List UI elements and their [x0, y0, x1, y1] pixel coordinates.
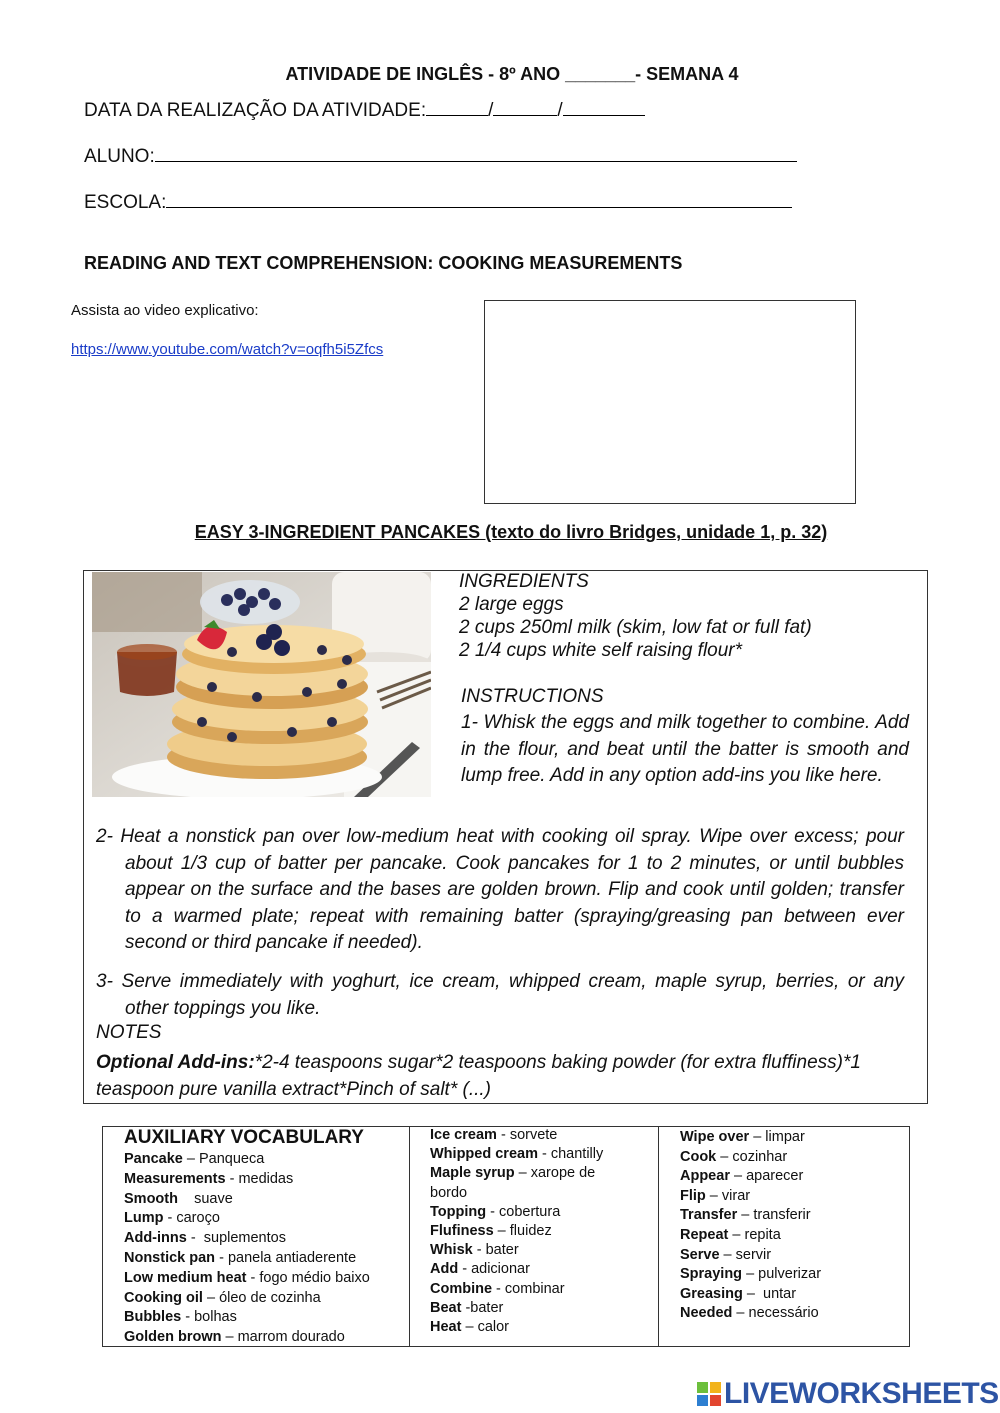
- vocabulary-entry: [680, 1148, 821, 1168]
- vocabulary-separator: -: [472, 1242, 486, 1259]
- vocabulary-separator: -: [537, 1146, 551, 1163]
- worksheet-title: ATIVIDADE DE INGLÊS - 8º ANO _______- SEMANA 4: [285, 64, 739, 84]
- vocabulary-entry: [680, 1167, 821, 1187]
- vocabulary-meaning: repita: [744, 1226, 781, 1243]
- vocabulary-separator: –: [461, 1319, 478, 1336]
- vocabulary-term: Heat: [430, 1319, 462, 1336]
- vocabulary-term: Maple syrup: [430, 1165, 515, 1182]
- vocabulary-meaning: calor: [477, 1319, 509, 1336]
- vocabulary-meaning: bater: [470, 1299, 504, 1316]
- vocabulary-entry: [430, 1241, 603, 1260]
- vocabulary-meaning: óleo de cozinha: [219, 1289, 321, 1306]
- date-sep-1: /: [488, 100, 494, 121]
- vocabulary-term: Needed: [680, 1305, 733, 1322]
- vocabulary-term: Nonstick pan: [124, 1249, 216, 1266]
- vocabulary-meaning: bolhas: [194, 1309, 237, 1326]
- vocabulary-term: Whisk: [430, 1242, 473, 1259]
- ingredient-item: 2 cups 250ml milk (skim, low fat or full fat): [459, 617, 812, 638]
- vocabulary-entry: [430, 1126, 603, 1145]
- school-field: [84, 191, 792, 214]
- vocabulary-meaning: medidas: [238, 1170, 294, 1187]
- vocabulary-entry: [680, 1304, 821, 1324]
- vocabulary-meaning: suave: [194, 1190, 233, 1207]
- vocabulary-separator: -: [225, 1170, 239, 1187]
- instructions-heading: INSTRUCTIONS: [461, 686, 604, 707]
- vocabulary-meaning: Panqueca: [198, 1151, 265, 1167]
- vocabulary-meaning: limpar: [765, 1129, 805, 1145]
- vocabulary-column-divider: [409, 1126, 410, 1347]
- vocabulary-term: Measurements: [124, 1170, 226, 1187]
- vocabulary-meaning: bater: [485, 1242, 519, 1259]
- vocabulary-separator: –: [202, 1289, 220, 1306]
- liveworksheets-logo: [697, 1377, 999, 1411]
- vocabulary-term: Wipe over: [680, 1129, 750, 1145]
- vocabulary-meaning: necessário: [748, 1305, 819, 1322]
- vocabulary-term: Add-inns: [124, 1230, 187, 1247]
- notes-heading: NOTES: [96, 1022, 162, 1043]
- optional-addins: [96, 1049, 918, 1103]
- vocabulary-separator: –: [493, 1223, 510, 1240]
- instruction-step-3: 3- Serve immediately with yoghurt, ice cream, whipped cream, maple syrup, berries, or any other toppings you like.: [96, 971, 904, 1019]
- vocabulary-term: Serve: [680, 1246, 720, 1263]
- vocabulary-separator: –: [742, 1266, 759, 1283]
- vocabulary-separator: -: [215, 1249, 228, 1266]
- vocabulary-meaning: xarope de: [530, 1165, 596, 1182]
- date-field: [84, 99, 645, 122]
- video-embed-box[interactable]: [484, 300, 856, 504]
- vocabulary-separator: –: [221, 1329, 238, 1346]
- vocabulary-entry: [680, 1285, 821, 1305]
- date-day-blank[interactable]: [426, 99, 488, 116]
- vocabulary-entry: [124, 1229, 370, 1249]
- vocabulary-term: Ice cream: [430, 1127, 497, 1143]
- vocabulary-term: Topping: [430, 1203, 487, 1220]
- vocabulary-meaning: servir: [735, 1246, 772, 1263]
- vocabulary-entry: [124, 1150, 370, 1170]
- student-label: ALUNO:: [84, 146, 155, 167]
- vocabulary-meaning: transferir: [753, 1207, 811, 1224]
- vocabulary-separator: –: [728, 1226, 745, 1243]
- vocabulary-entry: [680, 1246, 821, 1266]
- date-sep-2: /: [557, 100, 563, 121]
- vocabulary-entry: [430, 1260, 603, 1279]
- vocabulary-term: Add: [430, 1261, 459, 1278]
- date-month-blank[interactable]: [493, 99, 557, 116]
- vocabulary-term: Bubbles: [124, 1309, 182, 1326]
- vocabulary-entry: [680, 1187, 821, 1207]
- vocabulary-meaning: chantilly: [550, 1146, 604, 1163]
- vocabulary-term: Flufiness: [430, 1223, 494, 1240]
- vocabulary-entry: [430, 1222, 603, 1241]
- vocabulary-term: Smooth: [124, 1190, 178, 1207]
- vocabulary-separator: –: [742, 1285, 764, 1302]
- vocabulary-entry: [430, 1145, 603, 1164]
- vocabulary-term: Pancake: [124, 1151, 183, 1167]
- vocabulary-meaning: marrom dourado: [237, 1329, 345, 1346]
- vocabulary-separator: -: [246, 1269, 260, 1286]
- section-title: READING AND TEXT COMPREHENSION: COOKING MEASUREMENTS: [84, 253, 683, 273]
- ingredients-heading: INGREDIENTS: [459, 571, 589, 592]
- vocabulary-meaning: suplementos: [203, 1230, 286, 1247]
- date-label: DATA DA REALIZAÇÃO DA ATIVIDADE:: [84, 100, 427, 121]
- vocabulary-term: Lump: [124, 1210, 164, 1227]
- vocabulary-separator: –: [749, 1129, 766, 1145]
- vocabulary-entry: [430, 1280, 603, 1299]
- vocabulary-heading: AUXILIARY VOCABULARY: [124, 1127, 364, 1148]
- student-field: [84, 145, 797, 168]
- vocabulary-entry: [124, 1209, 370, 1229]
- instruction-step-2: 2- Heat a nonstick pan over low-medium heat with cooking oil spray. Wipe over excess; pour about 1/3 cup of batter per pancake. Cook pancakes for 1 to 2 minutes, or until bubbles appear on the surface and the bases are golden brown. Flip and cook until golden; transfer to a warmed plate; repeat with remaining batter (spraying/greasing pan between ever second or third pancake if needed).: [96, 826, 904, 953]
- vocabulary-term: Cook: [680, 1148, 717, 1165]
- vocabulary-separator: –: [182, 1151, 199, 1167]
- vocabulary-entry: [430, 1164, 603, 1183]
- vocabulary-meaning: bordo: [430, 1184, 468, 1201]
- vocabulary-term: Cooking oil: [124, 1289, 203, 1306]
- liveworksheets-logo-text: LIVEWORKSHEETS: [724, 1377, 999, 1410]
- recipe-title: EASY 3-INGREDIENT PANCAKES (texto do livro Bridges, unidade 1, p. 32): [194, 522, 828, 542]
- vocabulary-meaning: adicionar: [471, 1261, 530, 1278]
- vocabulary-separator: –: [705, 1187, 722, 1204]
- vocabulary-meaning: sorvete: [509, 1127, 558, 1143]
- vocabulary-term: Low medium heat: [124, 1269, 247, 1286]
- vocabulary-entry: [430, 1203, 603, 1222]
- vocabulary-separator: -: [486, 1203, 499, 1220]
- vocabulary-column-2: [430, 1126, 603, 1337]
- vocabulary-entry: [680, 1206, 821, 1226]
- vocabulary-entry: [124, 1249, 370, 1269]
- vocabulary-entry: [124, 1170, 370, 1190]
- vocabulary-entry: [430, 1318, 603, 1337]
- vocabulary-separator: –: [716, 1148, 733, 1165]
- instruction-step-1: 1- Whisk the eggs and milk together to combine. Add in the flour, and beat until the batter is smooth and lump free. Add in any option add-ins you like here.: [461, 712, 909, 786]
- vocabulary-column-3: [680, 1128, 821, 1324]
- vocabulary-term: Transfer: [680, 1207, 738, 1224]
- video-link[interactable]: https://www.youtube.com/watch?v=oqfh5i5Zfcs: [71, 341, 384, 358]
- vocabulary-meaning: combinar: [504, 1280, 565, 1297]
- optional-label: Optional Add-ins:: [96, 1052, 255, 1073]
- vocabulary-entry: [680, 1226, 821, 1246]
- vocabulary-term: Flip: [680, 1187, 706, 1204]
- vocabulary-entry: [430, 1184, 603, 1203]
- liveworksheets-logo-icon: [697, 1382, 721, 1406]
- student-name-blank[interactable]: [155, 145, 797, 162]
- vocabulary-separator: –: [719, 1246, 736, 1263]
- vocabulary-entry: [680, 1128, 821, 1148]
- video-prompt: Assista ao video explicativo:: [71, 302, 259, 319]
- vocabulary-separator: -: [492, 1280, 505, 1297]
- vocabulary-entry: [680, 1265, 821, 1285]
- vocabulary-entry: [124, 1289, 370, 1309]
- vocabulary-column-1: [124, 1150, 370, 1348]
- vocabulary-separator: -: [496, 1127, 510, 1143]
- vocabulary-term: Spraying: [680, 1266, 743, 1283]
- vocabulary-term: Beat: [430, 1299, 462, 1316]
- vocabulary-term: Greasing: [680, 1285, 743, 1302]
- vocabulary-separator: –: [732, 1305, 749, 1322]
- vocabulary-entry: [124, 1308, 370, 1328]
- school-label: ESCOLA:: [84, 192, 167, 213]
- vocabulary-term: Repeat: [680, 1226, 729, 1243]
- vocabulary-meaning: virar: [721, 1187, 751, 1204]
- ingredient-item: 2 large eggs: [459, 594, 564, 615]
- vocabulary-meaning: caroço: [176, 1210, 220, 1227]
- vocabulary-entry: [124, 1328, 370, 1348]
- date-year-blank[interactable]: [563, 99, 645, 116]
- vocabulary-separator: -: [181, 1309, 195, 1326]
- vocabulary-meaning: untar: [763, 1285, 797, 1302]
- vocabulary-separator: -: [461, 1299, 471, 1316]
- vocabulary-term: Whipped cream: [430, 1146, 538, 1163]
- vocabulary-meaning: pulverizar: [758, 1266, 822, 1283]
- vocabulary-meaning: cozinhar: [732, 1148, 788, 1165]
- optional-text: *2-4 teaspoons sugar*2 teaspoons baking powder (for extra fluffiness)*1 teaspoon pure vanilla extract*Pinch of salt* (...): [96, 1052, 861, 1100]
- pancake-photo: [92, 572, 431, 797]
- vocabulary-meaning: fluidez: [509, 1223, 552, 1240]
- vocabulary-entry: [124, 1269, 370, 1289]
- vocabulary-separator: -: [458, 1261, 472, 1278]
- vocabulary-meaning: panela antiaderente: [227, 1249, 357, 1266]
- vocabulary-meaning: cobertura: [499, 1203, 561, 1220]
- vocabulary-entry: [430, 1299, 603, 1318]
- vocabulary-entry: [124, 1190, 370, 1210]
- vocabulary-separator: –: [729, 1168, 747, 1185]
- vocabulary-separator: –: [737, 1207, 754, 1224]
- vocabulary-term: Appear: [680, 1168, 730, 1185]
- vocabulary-column-divider: [658, 1126, 659, 1347]
- vocabulary-meaning: aparecer: [746, 1168, 804, 1185]
- pancake-stack-illustration: [92, 572, 431, 797]
- vocabulary-separator: -: [186, 1230, 204, 1247]
- vocabulary-term: Combine: [430, 1280, 493, 1297]
- vocabulary-meaning: fogo médio baixo: [259, 1269, 370, 1286]
- vocabulary-separator: -: [163, 1210, 177, 1227]
- school-name-blank[interactable]: [166, 191, 792, 208]
- vocabulary-separator: [178, 1191, 194, 1207]
- vocabulary-term: Golden brown: [124, 1329, 222, 1346]
- vocabulary-separator: –: [514, 1165, 531, 1182]
- ingredient-item: 2 1/4 cups white self raising flour*: [459, 640, 743, 661]
